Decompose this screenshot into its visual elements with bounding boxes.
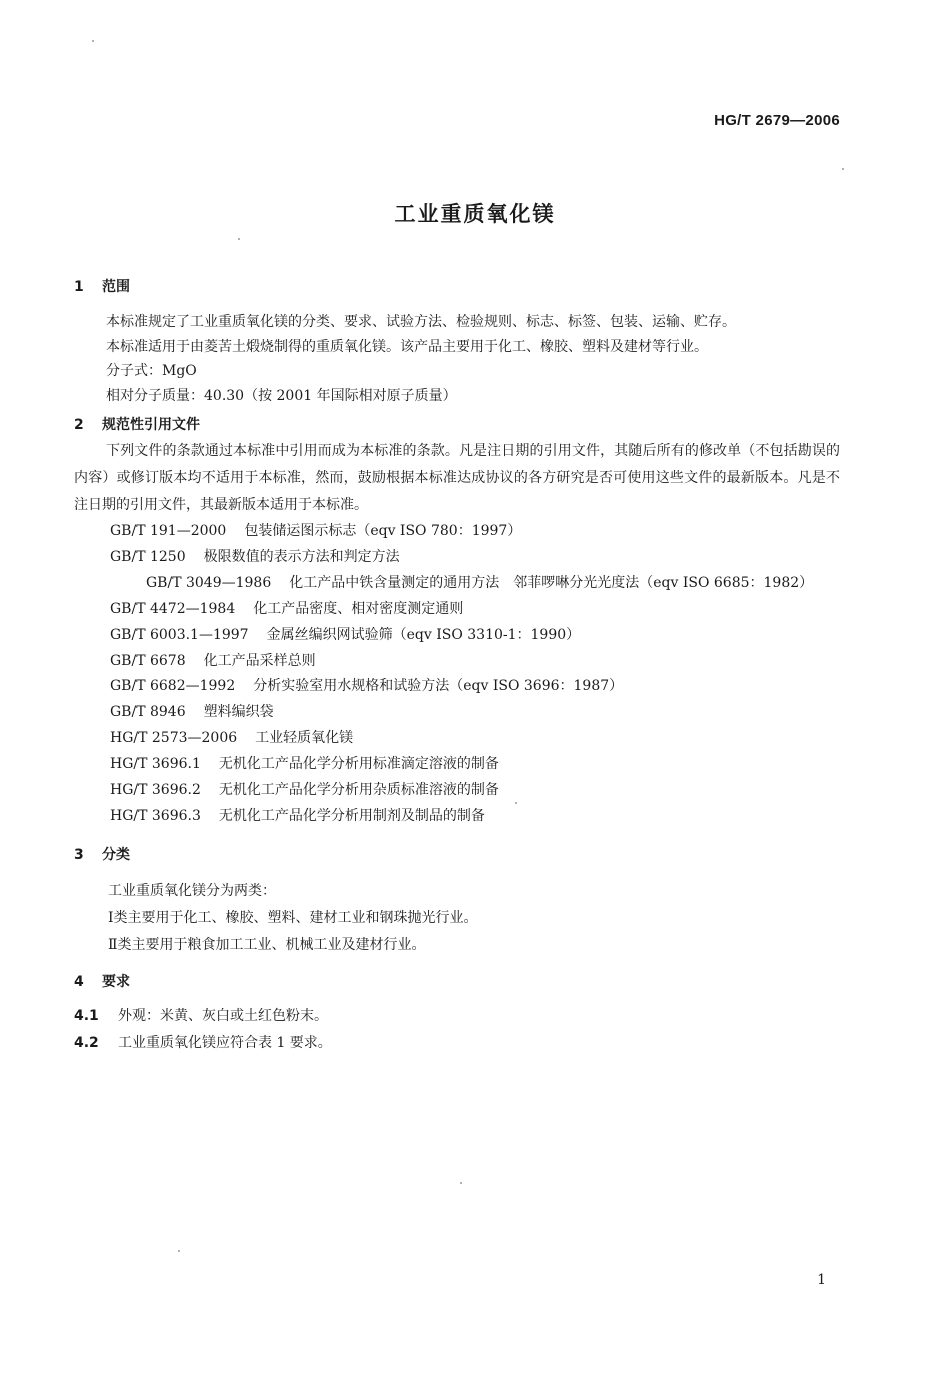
section-number: 1: [74, 279, 84, 295]
requirement-number: 4.2: [74, 1034, 99, 1051]
reference-item: [74, 571, 840, 597]
reference-title: 化工产品中铁含量测定的通用方法 邻菲啰啉分光光度法（eqv ISO 6685：1982）: [289, 574, 814, 591]
reference-code: GB/T 6003.1—1997: [110, 626, 249, 643]
reference-item: [74, 649, 840, 675]
reference-title: 极限数值的表示方法和判定方法: [203, 548, 400, 565]
reference-title: 塑料编织袋: [203, 704, 274, 721]
reference-code: GB/T 3049—1986: [146, 574, 272, 591]
reference-list: [74, 519, 840, 830]
reference-title: 无机化工产品化学分析用制剂及制品的制备: [218, 807, 485, 824]
page-number: 1: [817, 1272, 826, 1288]
reference-code: GB/T 8946: [110, 704, 186, 721]
reference-item: [74, 545, 840, 571]
reference-item: [74, 752, 840, 778]
reference-item: [74, 778, 840, 804]
reference-item: [74, 519, 840, 545]
reference-item: [74, 804, 840, 830]
requirement-text: 外观：米黄、灰白或土红色粉末。: [118, 1007, 328, 1024]
scan-speck: [178, 1250, 180, 1252]
reference-title: 无机化工产品化学分析用标准滴定溶液的制备: [218, 756, 499, 773]
reference-title: 金属丝编织网试验筛（eqv ISO 3310-1：1990）: [266, 626, 581, 643]
reference-code: HG/T 2573—2006: [110, 730, 238, 747]
reference-code: GB/T 6678: [110, 652, 186, 669]
scan-speck: [515, 802, 517, 804]
molecular-formula: 分子式：MgO: [106, 363, 197, 379]
reference-title: 化工产品密度、相对密度测定通则: [253, 600, 464, 617]
reference-code: HG/T 3696.2: [110, 782, 201, 799]
reference-item: [74, 674, 840, 700]
section-title: 范围: [102, 279, 130, 295]
reference-item: [74, 726, 840, 752]
reference-title: 包装储运图示标志（eqv ISO 780：1997）: [244, 523, 522, 539]
scan-speck: [238, 238, 240, 240]
reference-code: GB/T 6682—1992: [110, 678, 236, 695]
reference-code: GB/T 1250: [110, 548, 186, 565]
reference-item: [74, 700, 840, 726]
reference-item: [74, 623, 840, 649]
reference-title: 工业轻质氧化镁: [255, 730, 354, 747]
requirement-text: 工业重质氧化镁应符合表 1 要求。: [118, 1034, 332, 1051]
section-number: 4: [74, 973, 84, 990]
reference-code: HG/T 3696.1: [110, 756, 201, 773]
section-title: 规范性引用文件: [102, 417, 200, 433]
classification-line: Ⅰ类主要用于化工、橡胶、塑料、建材工业和钢珠抛光行业。: [108, 909, 478, 926]
standard-number: HG/T 2679—2006: [714, 112, 840, 129]
normative-intro: 下列文件的条款通过本标准中引用而成为本标准的条款。凡是注日期的引用文件，其随后所有的修改单（不包括勘误的内容）或修订版本均不适用于本标准，然而，鼓励根据本标准达成协议的各方研究是否可使用这些文件的最新版本。凡是不注日期的引用文件，其最新版本适用于本标准。: [74, 443, 840, 513]
molecular-mass: 相对分子质量：40.30（按 2001 年国际相对原子质量）: [106, 387, 457, 404]
requirement-item: [74, 1003, 840, 1030]
scope-paragraph-1: 本标准规定了工业重质氧化镁的分类、要求、试验方法、检验规则、标志、标签、包装、运输、贮存。: [106, 314, 736, 330]
classification-line: 工业重质氧化镁分为两类：: [108, 882, 276, 899]
document-body: [74, 268, 840, 1057]
reference-code: GB/T 191—2000: [110, 523, 227, 539]
requirement-number: 4.1: [74, 1007, 99, 1024]
reference-item: [74, 597, 840, 623]
scan-speck: [92, 40, 94, 42]
classification-line: Ⅱ类主要用于粮食加工工业、机械工业及建材行业。: [108, 936, 426, 953]
reference-code: GB/T 4472—1984: [110, 600, 236, 617]
document-title: 工业重质氧化镁: [394, 202, 556, 226]
scan-speck: [460, 1182, 462, 1184]
section-title: 分类: [102, 846, 130, 863]
section-title: 要求: [102, 973, 130, 990]
section-3-heading: [74, 842, 840, 868]
section-number: 2: [74, 417, 84, 433]
reference-title: 分析实验室用水规格和试验方法（eqv ISO 3696：1987）: [253, 678, 624, 695]
requirement-item: [74, 1030, 840, 1057]
section-number: 3: [74, 846, 84, 863]
section-4-heading: [74, 969, 840, 995]
classification-body: [74, 878, 840, 959]
scope-paragraph-2: 本标准适用于由菱苦土煅烧制得的重质氧化镁。该产品主要用于化工、橡胶、塑料及建材等行业。: [106, 338, 708, 355]
reference-title: 无机化工产品化学分析用杂质标准溶液的制备: [218, 782, 499, 799]
scan-speck: [842, 168, 844, 170]
reference-title: 化工产品采样总则: [203, 652, 316, 669]
section-1-heading: [74, 274, 840, 300]
section-2-heading: [74, 412, 840, 438]
reference-code: HG/T 3696.3: [110, 807, 201, 824]
